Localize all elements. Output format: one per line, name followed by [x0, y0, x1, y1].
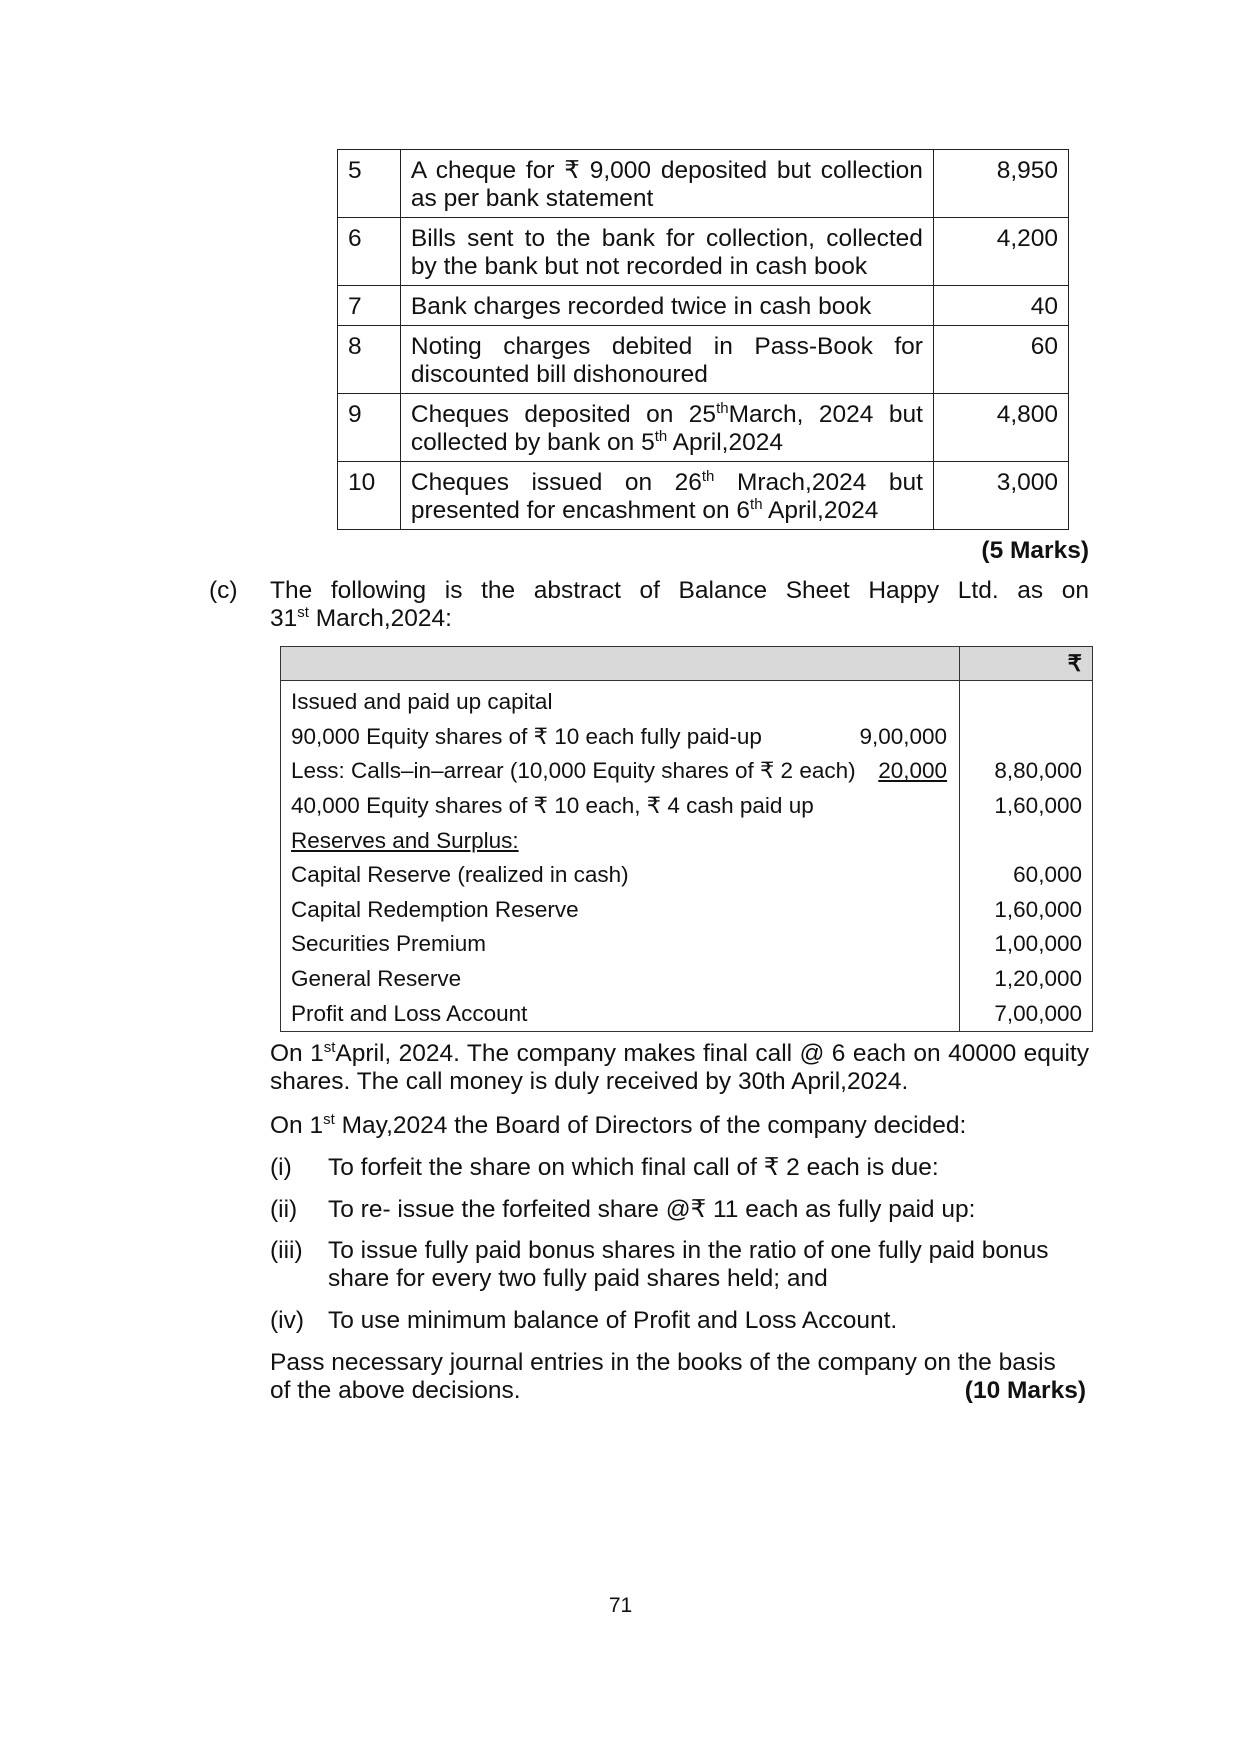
- page-number: 71: [608, 1594, 633, 1617]
- row-number: 6: [338, 218, 401, 286]
- row-amount: 7,00,000: [960, 996, 1093, 1031]
- row-label: 40,000 Equity shares of ₹ 10 each, ₹ 4 cash paid up: [281, 789, 960, 824]
- item-text: To re- issue the forfeited share @₹ 11 each as fully paid up:: [328, 1196, 976, 1223]
- row-amount: 3,000: [933, 462, 1068, 530]
- closing-instruction: Pass necessary journal entries in the books of the company on the basis of the above decisions.: [270, 1349, 1056, 1404]
- reconciliation-table: [337, 149, 1069, 530]
- row-label: 90,000 Equity shares of ₹ 10 each fully paid-up: [291, 723, 762, 749]
- item-number: (iii): [270, 1237, 303, 1264]
- board-decision-intro: On 1st May,2024 the Board of Directors of the company decided:: [270, 1110, 967, 1139]
- row-amount: 4,200: [933, 218, 1068, 286]
- item-text: To forfeit the share on which final call of ₹ 2 each is due:: [328, 1154, 939, 1181]
- table-header: [281, 647, 1093, 681]
- row-amount: 8,80,000: [960, 754, 1093, 789]
- part-c-intro: [270, 577, 1089, 633]
- row-description: Cheques deposited on 25thMarch, 2024 but collected by bank on 5th April,2024: [400, 394, 933, 462]
- marks-b: (5 Marks): [981, 537, 1089, 564]
- row-amount: 4,800: [933, 394, 1068, 462]
- row-amount: 1,00,000: [960, 927, 1093, 962]
- currency-header: ₹: [960, 647, 1093, 681]
- balance-sheet-table: [280, 646, 1093, 1032]
- table-row: [338, 394, 1069, 462]
- row-description: Cheques issued on 26th Mrach,2024 but presented for encashment on 6th April,2024: [400, 462, 933, 530]
- row-label: General Reserve: [281, 962, 960, 997]
- row-description: Noting charges debited in Pass-Book for discounted bill dishonoured: [400, 326, 933, 394]
- item-number: (iv): [270, 1307, 305, 1334]
- row-description: Bank charges recorded twice in cash book: [400, 286, 933, 326]
- row-sub-amount: 9,00,000: [859, 723, 948, 749]
- table-row: [281, 720, 1093, 755]
- table-row: [281, 789, 1093, 824]
- row-description: Bills sent to the bank for collection, collected by the bank but not recorded in cash book: [400, 218, 933, 286]
- row-description: A cheque for ₹ 9,000 deposited but collection as per bank statement: [400, 150, 933, 218]
- table-row: [338, 150, 1069, 218]
- marks-c: (10 Marks): [964, 1377, 1086, 1404]
- row-amount: [960, 681, 1093, 720]
- row-label: Securities Premium: [281, 927, 960, 962]
- row-amount: 60,000: [960, 858, 1093, 893]
- item-number: (i): [270, 1154, 292, 1181]
- row-sub-amount: 20,000: [878, 758, 948, 784]
- final-call-paragraph: On 1stApril, 2024. The company makes final call @ 6 each on 40000 equity shares. The call money is duly received by 30th April,2024.: [270, 1038, 1089, 1095]
- row-label: Capital Reserve (realized in cash): [281, 858, 960, 893]
- row-label: Profit and Loss Account: [281, 996, 960, 1031]
- table-row: [281, 858, 1093, 893]
- table-row: [338, 218, 1069, 286]
- row-amount: [960, 823, 1093, 858]
- row-number: 5: [338, 150, 401, 218]
- row-label: Capital Redemption Reserve: [281, 893, 960, 928]
- row-amount: 1,60,000: [960, 789, 1093, 824]
- row-label: Less: Calls–in–arrear (10,000 Equity shares of ₹ 2 each): [291, 758, 856, 784]
- row-amount: 8,950: [933, 150, 1068, 218]
- item-number: (ii): [270, 1196, 298, 1223]
- row-label: Issued and paid up capital: [281, 681, 960, 720]
- table-row: [281, 893, 1093, 928]
- section-heading: Reserves and Surplus:: [281, 823, 960, 858]
- table-row: [338, 462, 1069, 530]
- row-number: 9: [338, 394, 401, 462]
- item-text: To use minimum balance of Profit and Loss Account.: [328, 1307, 898, 1334]
- item-text: To issue fully paid bonus shares in the ratio of one fully paid bonus share for every two fully paid shares held; and: [328, 1237, 1049, 1292]
- table-row: [338, 326, 1069, 394]
- table-row: [281, 962, 1093, 997]
- row-amount: 60: [933, 326, 1068, 394]
- table-row: [281, 681, 1093, 720]
- table-row: [281, 754, 1093, 789]
- row-amount: 1,60,000: [960, 893, 1093, 928]
- row-number: 8: [338, 326, 401, 394]
- table-row: [281, 996, 1093, 1031]
- row-amount: [960, 720, 1093, 755]
- row-amount: 40: [933, 286, 1068, 326]
- row-amount: 1,20,000: [960, 962, 1093, 997]
- intro-line: 31st March,2024:: [270, 603, 452, 632]
- table-row: [281, 927, 1093, 962]
- part-c-label: (c): [209, 577, 238, 604]
- table-row: [338, 286, 1069, 326]
- row-number: 10: [338, 462, 401, 530]
- intro-line: The following is the abstract of Balance Sheet Happy Ltd. as on: [270, 577, 1089, 604]
- row-number: 7: [338, 286, 401, 326]
- table-row: [281, 823, 1093, 858]
